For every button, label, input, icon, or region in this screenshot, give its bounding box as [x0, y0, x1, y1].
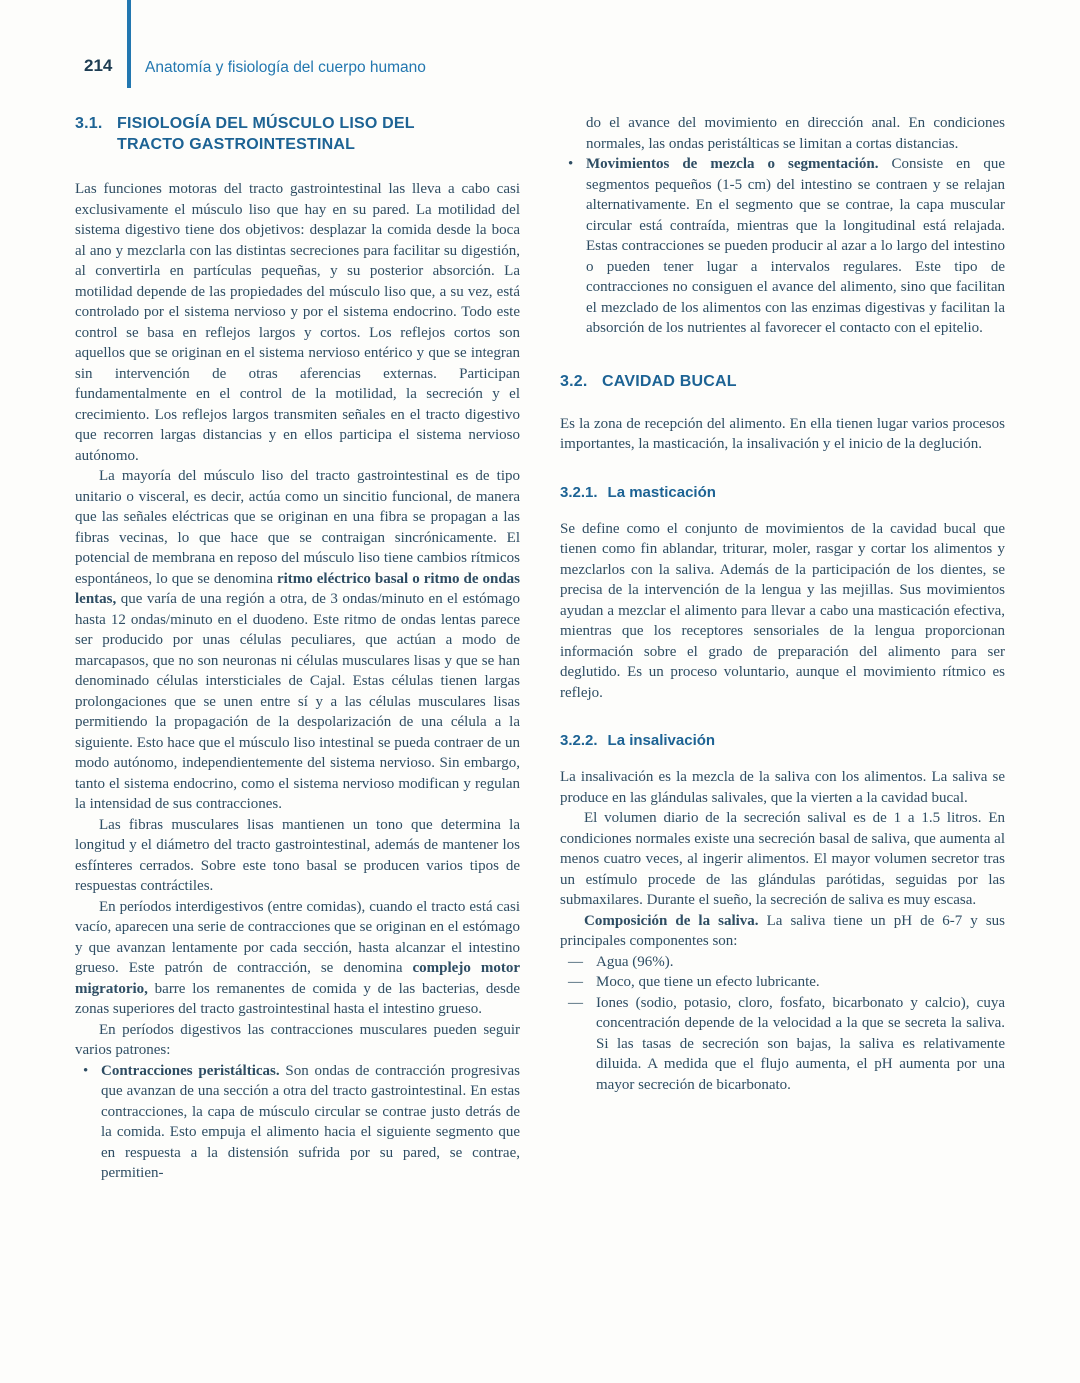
- dash-icon: —: [568, 974, 583, 990]
- subsection-number: 3.2.2.: [560, 732, 598, 749]
- para-muscle-tone: Las fibras musculares lisas mantienen un tono que determina la longitud y el diámetro del tracto gastrointestinal, además de mantener los esfínteres cerrados. Sobre este tono basal se producen varios tipos de respuestas contráctiles.: [75, 816, 520, 894]
- para-interdigestive: [75, 897, 520, 1020]
- subsection-heading-3-2-1: [560, 483, 1005, 503]
- bold-run-composition: Composición de la saliva.: [584, 912, 759, 929]
- section-title: FISIOLOGÍA DEL MÚSCULO LISO DEL TRACTO GASTROINTESTINAL: [117, 115, 415, 153]
- dash-text: Moco, que tiene un efecto lubricante.: [596, 974, 820, 990]
- text-run: La mayoría del músculo liso del tracto gastrointestinal es de tipo unitario o visceral, es decir, actúa como un sincitio funcional, de manera que las señales eléctricas que se originan en una fibra se propagan a las fibras vecinas, lo que hace que se contraigan sincrónicamente. El potencial de membrana en reposo del músculo liso tiene cambios rítmicos espontáneos, lo que se denomina: [75, 468, 520, 587]
- para-motor-functions: Las funciones motoras del tracto gastrointestinal las lleva a cabo casi exclusivamente el músculo liso que hay en su pared. La motilidad del sistema digestivo tiene dos objetivos: desplazar la comida desde la boca al ano y mezclarla con las distintas secreciones para facilitar su digestión, al convertirla en partículas pequeñas, y su posterior absorción. La motilidad depende de las propiedades del músculo liso que, a su vez, está controlado por el sistema nervioso y por el sistema endocrino. Todo este control se basa en reflejos largos y cortos. Los reflejos cortos son aquellos que se originan en el sistema nervioso entérico y que se integran sin intervención de otras aferencias externas. Participan fundamentalmente en el control de la motilidad, la secreción y el crecimiento. Los reflejos largos transmiten señales en el tracto digestivo que recorren largas distancias y en ellos participa el sistema nervioso autónomo.: [75, 181, 520, 464]
- dash-icon: —: [568, 994, 583, 1011]
- text-run: que varía de una región a otra, de 3 ondas/minuto en el estómago hasta 12 ondas/minuto en el duodeno. Este ritmo de ondas lentas parece ser producido por unas células peculiares, que actúan a modo de marcapasos, que no son neuronas ni células musculares lisas y que se han denominado células intersticiales de Cajal. Estas células tienen largas prolongaciones que se unen entre sí y a las células musculares lisas permitiendo la propagación de la despolarización de una célula a la siguiente. Esto hace que el músculo liso intestinal se pueda contraer de un modo autónomo, independientemente del sistema nervioso. Sin embargo, tanto el sistema endocrino, como el sistema nervioso modifican y regulan la intensidad de sus contracciones.: [75, 591, 520, 812]
- dash-item-ions: [560, 993, 1005, 1096]
- subsection-title: La insalivación: [607, 732, 716, 749]
- dash-text: Iones (sodio, potasio, cloro, fosfato, bicarbonato y calcio), cuya concentración depende de la velocidad a la que se secreta la saliva. Si las tasas de secreción son bajas, la saliva es relativamente diluida. A medida que el flujo aumenta, el pH aumenta por una mayor secreción de bicarbonato.: [596, 994, 1005, 1093]
- bold-run-migrating-complex: complejo motor migratorio,: [75, 960, 520, 997]
- bullet-text: Son ondas de contracción progresivas que avanzan de una sección a otra del tracto gastrointestinal. En estas contracciones, la capa de músculo circular se contrae justo detrás de la comida. Esto empuja el alimento hacia el siguiente segmento que en respuesta a la distensión sufrida por su pared, se contrae, permitien-: [101, 1062, 520, 1181]
- section-heading-3-1: [75, 113, 447, 155]
- dash-text: Agua (96%).: [596, 953, 674, 970]
- right-column: [560, 113, 1005, 1184]
- subsection-title: La masticación: [607, 483, 716, 501]
- para-smooth-muscle: [75, 466, 520, 815]
- para-oral-cavity: Es la zona de recepción del alimento. En ella tienen lugar varios procesos importantes, la masticación, la insalivación y el inicio de la deglución.: [560, 415, 1005, 452]
- bold-run-slow-waves: ritmo eléctrico basal o ritmo de ondas lentas,: [75, 570, 520, 607]
- text-run: La saliva tiene un pH de 6-7 y sus principales componentes son:: [560, 912, 1006, 949]
- bullet-icon: •: [568, 156, 574, 172]
- page-content: [75, 113, 1005, 1184]
- para-mastication: Se define como el conjunto de movimientos de la cavidad bucal que tienen como fin ablandar, triturar, moler, rasgar y cortar los alimentos y mezclarlos con la saliva. Además de la participación de los dientes, se precisa de la intervención de la lengua y las mejillas. Sus movimientos ayudan a mezclar el alimento para llevar a cabo una masticación efectiva, mientras que los receptores sensoriales de la lengua proporcionan información sobre el grado de preparación del alimento para ser deglutido. Es un proceso voluntario, aunque el movimiento rítmico es reflejo.: [560, 520, 1005, 701]
- para-digestive-patterns: En períodos digestivos las contracciones musculares pueden seguir varios patrones:: [75, 1021, 520, 1058]
- text-run: barre los remanentes de comida y de las bacterias, desde zonas superiores del tracto gastrointestinal hasta el intestino grueso.: [75, 980, 520, 1017]
- text-run: En períodos interdigestivos (entre comidas), cuando el tracto está casi vacío, aparecen una serie de contracciones que se originan en el estómago y que avanzan lentamente por cada sección, hasta alcanzar el intestino grueso. Este patrón de contracción, se denomina: [75, 898, 520, 976]
- left-column: [75, 113, 520, 1184]
- dash-icon: —: [568, 953, 583, 970]
- bullet-item-peristaltic: [75, 1061, 520, 1184]
- dash-item-water: [560, 952, 1005, 973]
- page-number: 214: [84, 56, 113, 75]
- bullet-text: Consiste en que segmentos pequeños (1-5 cm) del intestino se contraen y se relajan alternativamente. En el segmento que se contrae, la capa muscular circular está contraída, mientras que la longitudinal está relajada. Estas contracciones se pueden producir al azar a lo largo del intestino o pueden tener lugar a intervalos regulares. Este tipo de contracciones no consiguen el avance del alimento, sino que facilitan el mezclado de los alimentos con las enzimas digestivas y facilitan la absorción de los nutrientes al favorecer el contacto con el epitelio.: [586, 156, 1006, 336]
- section-title: CAVIDAD BUCAL: [602, 372, 737, 390]
- para-peristaltic-continuation: do el avance del movimiento en dirección anal. En condiciones normales, las ondas peristálticas se limitan a cortas distancias.: [586, 115, 1005, 152]
- section-number: 3.2.: [560, 372, 588, 390]
- dash-item-mucus: [560, 972, 1005, 993]
- para-insalivation: La insalivación es la mezcla de la saliva con los alimentos. La saliva se produce en las glándulas salivales, que la vierten a la cavidad bucal.: [560, 769, 1005, 806]
- bullet-title: Movimientos de mezcla o segmentación.: [586, 156, 879, 172]
- section-number: 3.1.: [75, 115, 103, 132]
- bullet-title: Contracciones peristálticas.: [101, 1062, 280, 1079]
- subsection-number: 3.2.1.: [560, 483, 598, 501]
- para-saliva-volume: El volumen diario de la secreción salival es de 1 a 1.5 litros. En condiciones normales existe una secreción basal de saliva, que aumenta al menos cuatro veces, al ingerir alimentos. El mayor volumen secretor tras un estímulo procede de las glándulas parótidas, seguidas por las submaxilares. Durante el sueño, la secreción de saliva es muy escasa.: [560, 810, 1005, 908]
- bullet-icon: •: [83, 1062, 89, 1079]
- header-divider-rule: [127, 0, 131, 88]
- book-title: Anatomía y fisiología del cuerpo humano: [145, 59, 426, 76]
- section-heading-3-2: [560, 371, 1005, 392]
- bullet-item-segmentation: [560, 154, 1005, 339]
- subsection-heading-3-2-2: [560, 731, 1005, 751]
- para-saliva-composition: [560, 911, 1005, 952]
